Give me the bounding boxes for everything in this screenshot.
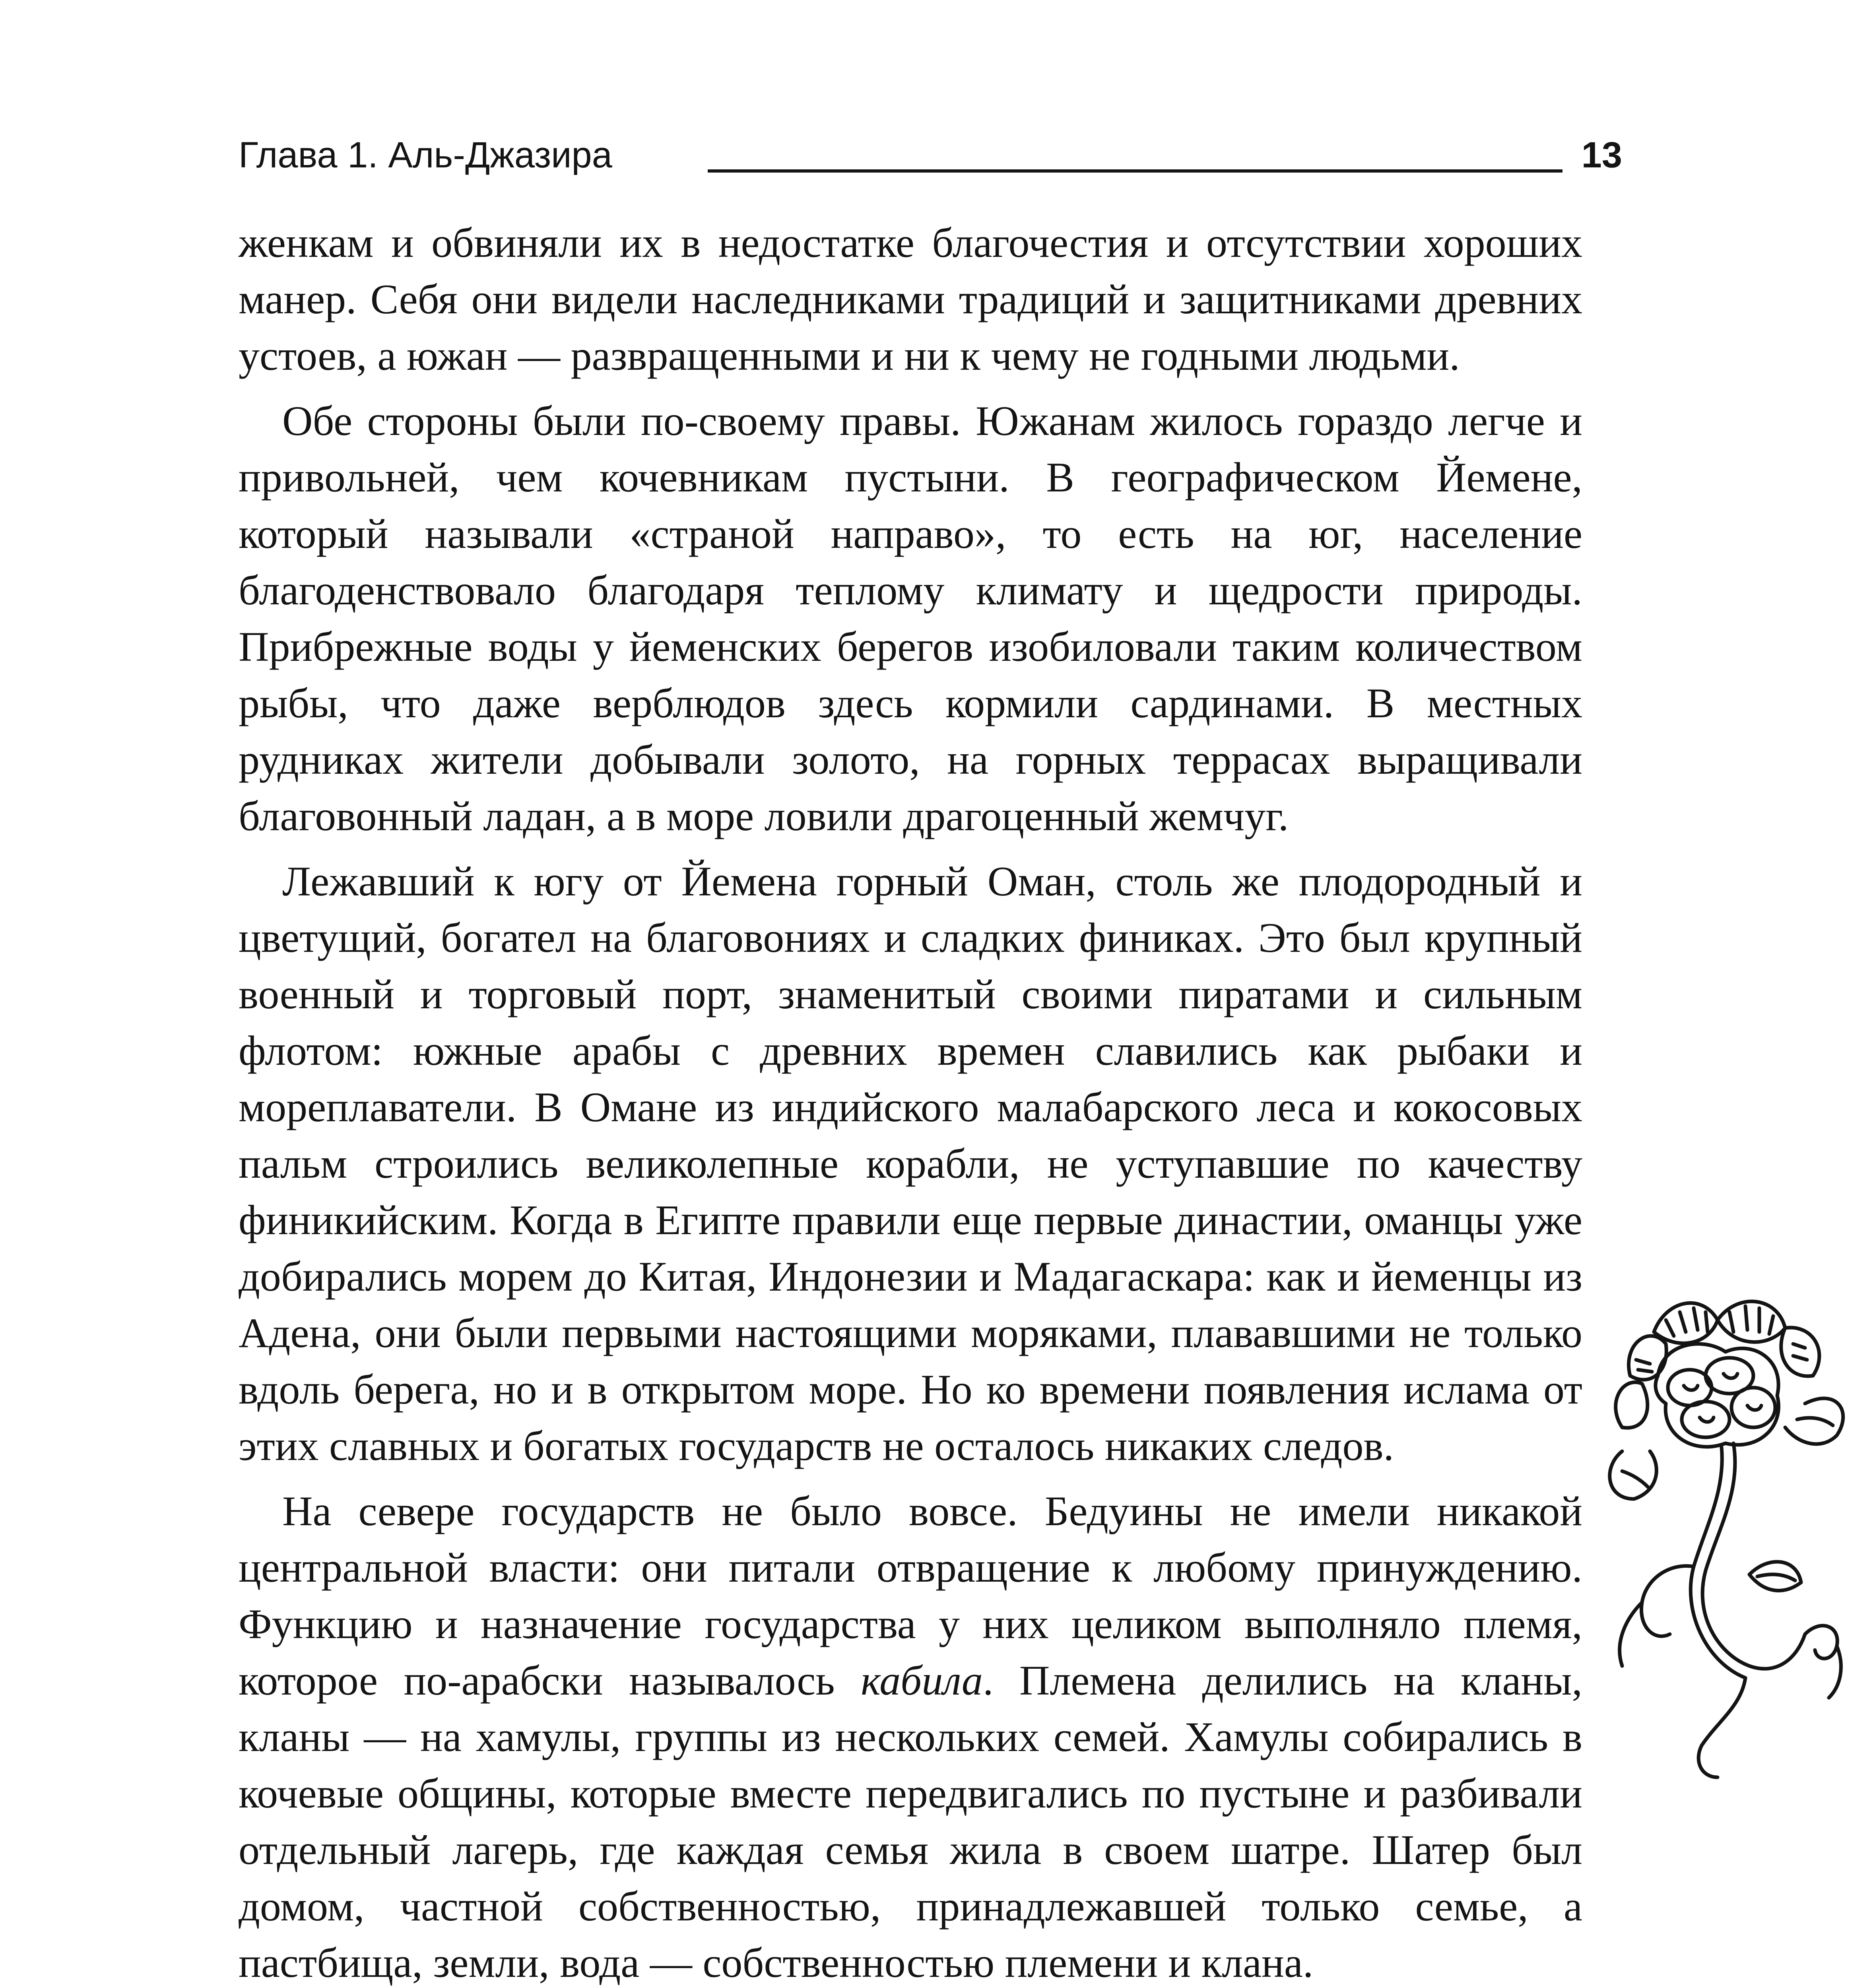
page-number: 13 [1581,135,1622,175]
paragraph: женкам и обвиняли их в недостатке благочестия и отсутствии хороших манер. Себя они видели наследниками традиций и защитниками древних устоев, а южан — развращенными и ни к чему не годными людьми. [239,219,1582,379]
paragraph [239,1483,1582,1988]
chapter-title: Глава 1. Аль-Джазира [239,135,612,175]
paragraph-text: На севере государств не было вовсе. Бедуины не имели никакой центральной власти: они питали отвращение к любому принуждению. Функцию и назначение государства у них целиком выполняло племя, которое по-арабски называлось [239,1488,1582,1704]
italic-term: кабила [861,1657,983,1704]
paragraph: Лежавший к югу от Йемена горный Оман, столь же плодородный и цветущий, богател на благовониях и сладких финиках. Это был крупный военный и торговый порт, знаменитый своими пиратами и сильным флотом: южные арабы с древних времен славились как рыбаки и мореплаватели. В Омане из индийского малабарского леса и кокосовых пальм строились великолепные корабли, не уступавшие по качеству финикийским. Когда в Египте правили еще первые династии, оманцы уже добирались морем до Китая, Индонезии и Мадагаскара: как и йеменцы из Адена, они были первыми настоящими моряками, плававшими не только вдоль берега, но и в открытом море. Но ко времени появления ислама от этих славных и богатых государств не осталось никаких следов. [239,858,1582,1469]
paragraph-text: . Племена делились на кланы, кланы — на хамулы, группы из нескольких семей. Хамулы собирались в кочевые общины, которые вместе передвигались по пустыне и разбивали отдельный лагерь, где каждая семья жила в своем шатре. Шатер был домом, частной собственностью, принадлежавшей только семье, а пастбища, земли, вода — собственностью племени и клана. [239,1657,1582,1986]
flower-ornament-icon [1598,1284,1853,1793]
body-text [239,215,1582,1988]
paragraph: Обе стороны были по-своему правы. Южанам жилось гораздо легче и привольней, чем кочевникам пустыни. В географическом Йемене, который называли «страной направо», то есть на юг, население благоденствовало благодаря теплому климату и щедрости природы. Прибрежные воды у йеменских берегов изобиловали таким количеством рыбы, что даже верблюдов здесь кормили сардинами. В местных рудниках жители добывали золото, на горных террасах выращивали благовонный ладан, а в море ловили драгоценный жемчуг. [239,398,1582,839]
running-header [239,131,1622,179]
header-rule [708,169,1562,173]
